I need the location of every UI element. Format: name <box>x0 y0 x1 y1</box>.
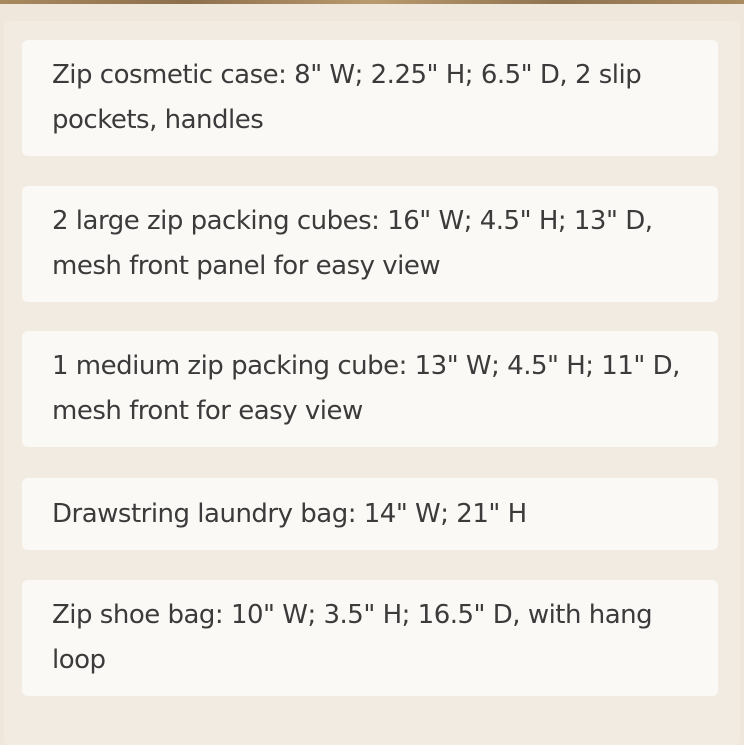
top-image-strip <box>0 0 744 4</box>
list-item <box>22 40 718 156</box>
list-item-text: 2 large zip packing cubes: 16" W; 4.5" H; 13" D, mesh front panel for easy view <box>52 206 653 281</box>
list-item <box>22 580 718 696</box>
list-item <box>22 331 718 447</box>
list-item <box>22 478 718 550</box>
list-item-text: Drawstring laundry bag: 14" W; 21" H <box>52 498 527 529</box>
list-item <box>22 186 718 302</box>
list-item-text: 1 medium zip packing cube: 13" W; 4.5" H; 11" D, mesh front for easy view <box>52 351 680 426</box>
list-item-text: Zip shoe bag: 10" W; 3.5" H; 16.5" D, with hang loop <box>52 600 653 675</box>
list-item-text: Zip cosmetic case: 8" W; 2.25" H; 6.5" D, 2 slip pockets, handles <box>52 60 642 135</box>
